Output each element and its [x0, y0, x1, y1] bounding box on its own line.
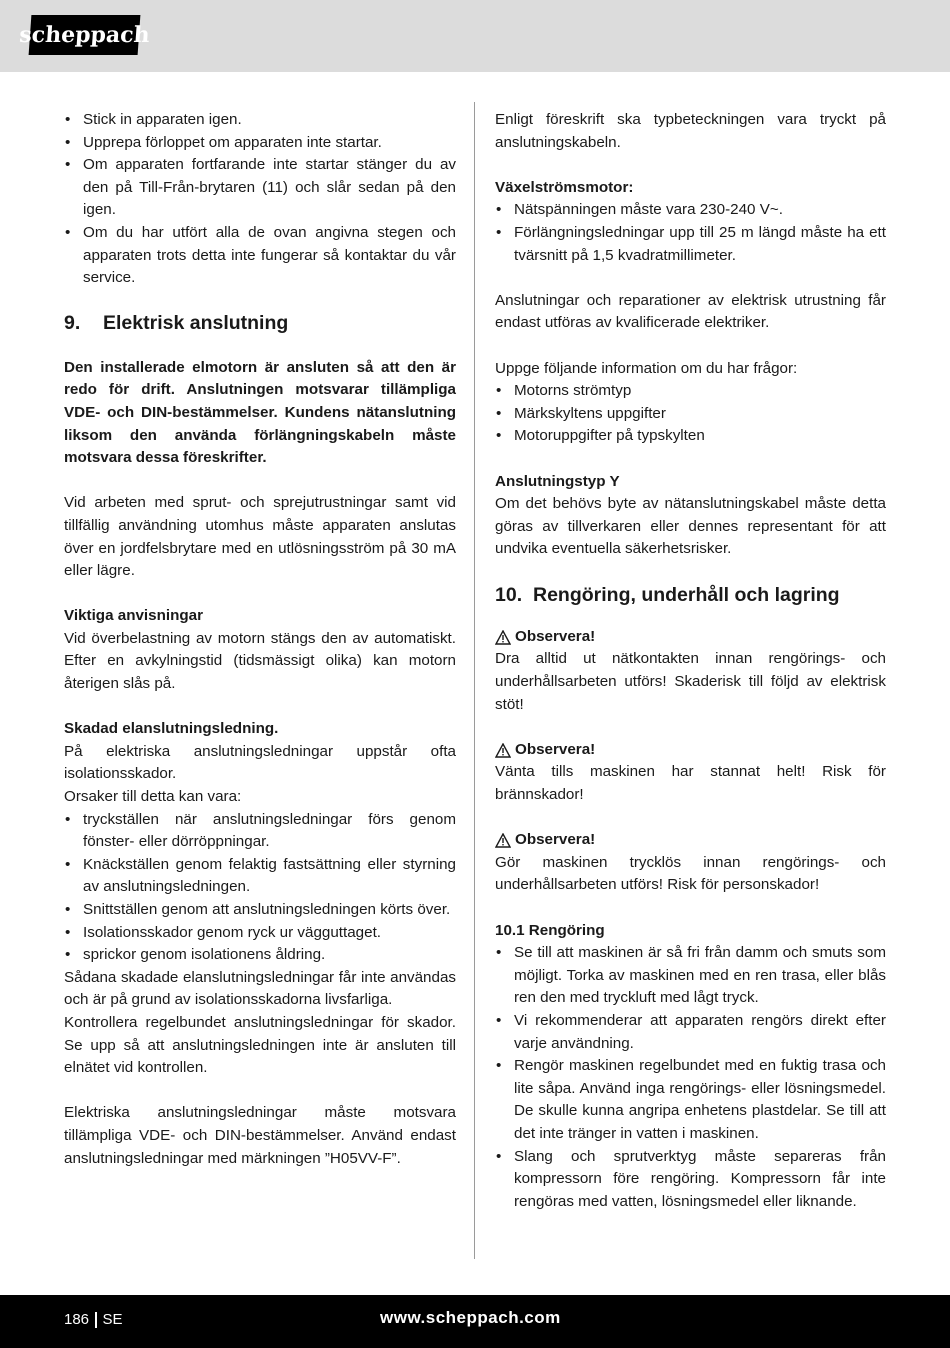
- warning-heading: [495, 829, 886, 852]
- restart-steps-list: [64, 109, 456, 290]
- list-item: • Märkskyltens uppgifter: [495, 403, 886, 426]
- list-item: • Se till att maskinen är så fri från damm och smuts som möjligt. Torka av maskinen med en ren trasa, eller blås ren den med tryckluft med lågt tryck.: [495, 942, 886, 1010]
- connection-title: Anslutningstyp Y: [495, 472, 620, 490]
- info-intro: Uppge följande information om du har frågor:: [495, 359, 798, 377]
- section-heading-9: [64, 311, 456, 335]
- electrician-paragraph: Anslutningar och reparationer av elektrisk utrustning får endast utföras av kvalificerade elektriker.: [495, 291, 886, 332]
- list-item: • Snittställen genom att anslutningsledningen körts över.: [64, 899, 456, 922]
- section-heading-10: [495, 583, 886, 607]
- connection-text: Om det behövs byte av nätanslutningskabel måste detta göras av tillverkaren eller dennes representant för att undvika eventuella säkerhetsrisker.: [495, 495, 886, 558]
- section-number: 10.: [495, 583, 523, 606]
- list-item: • Om apparaten fortfarande inte startar stänger du av den på Till-Från-brytaren (11) och slår sedan på den igen.: [64, 154, 456, 222]
- left-column: [64, 109, 456, 1170]
- section-title: Elektrisk anslutning: [103, 311, 289, 334]
- warning-label: Observera!: [515, 740, 596, 758]
- list-item: • Om du har utfört alla de ovan angivna stegen och apparaten trots detta inte fungerar så kontaktar du vår service.: [64, 222, 456, 290]
- spray-paragraph: Vid arbeten med sprut- och sprejutrustningar samt vid tillfällig användning utomhus måste apparaten anslutas över en jordfelsbrytare med en utlösningsström på 30 mA eller lägre.: [64, 494, 456, 580]
- warning-triangle-icon: [495, 833, 511, 848]
- cleaning-list: [495, 942, 886, 1213]
- page-header: [0, 0, 950, 72]
- damaged-followup: Sådana skadade elanslutningsledningar får inte användas och är på grund av isolationsskadorna livsfarliga.: [64, 968, 456, 1009]
- warning-label: Observera!: [515, 831, 596, 849]
- warning-heading: [495, 626, 886, 649]
- column-divider: [474, 102, 475, 1259]
- section-title: Rengöring, underhåll och lagring: [533, 583, 840, 606]
- ac-motor-list: [495, 199, 886, 267]
- scheppach-logo: scheppach: [29, 15, 141, 55]
- check-paragraph: Kontrollera regelbundet anslutningsledningar för skador. Se upp så att anslutningsledningen inte är ansluten till elnätet vid kontrollen.: [64, 1013, 456, 1077]
- important-title: Viktiga anvisningar: [64, 607, 203, 625]
- cables-paragraph: Elektriska anslutningsledningar måste motsvara tillämpliga VDE- och DIN-bestämmelser. Använd endast anslutningsledningar med märkningen ”H05VV-F”.: [64, 1104, 456, 1167]
- important-text: Vid överbelastning av motorn stängs den av automatiskt. Efter en avkylningstid (tidsmässigt olika) kan motorn återigen slås på.: [64, 629, 456, 693]
- warning-text: Gör maskinen trycklös innan rengörings- och underhållsarbeten utförs! Risk för personskador!: [495, 853, 886, 894]
- section-number: 9.: [64, 311, 81, 334]
- list-item: • Motorns strömtyp: [495, 380, 886, 403]
- warning-text: Dra alltid ut nätkontakten innan rengörings- och underhållsarbeten utförs! Skaderisk till följd av elektrisk stöt!: [495, 650, 886, 713]
- list-item: • Stick in apparaten igen.: [64, 109, 456, 132]
- warning-triangle-icon: [495, 630, 511, 645]
- list-item: • Rengör maskinen regelbundet med en fuktig trasa och lite såpa. Använd inga rengörings- eller lösningsmedel. De skulle kunna angripa enhetens plastdelar. Se till att det inte tränger in vatten i maskinen.: [495, 1055, 886, 1145]
- warning-text: Vänta tills maskinen har stannat helt! Risk för brännskador!: [495, 763, 886, 804]
- page-number: 186: [64, 1311, 90, 1328]
- list-item: • sprickor genom isolationens åldring.: [64, 944, 456, 967]
- warning-label: Observera!: [515, 627, 596, 645]
- damaged-text: På elektriska anslutningsledningar uppstår ofta isolationsskador.: [64, 742, 456, 783]
- damaged-title: Skadad elanslutningsledning.: [64, 720, 279, 738]
- right-column: [495, 109, 886, 1213]
- warning-heading: [495, 739, 886, 762]
- typelabel-paragraph: Enligt föreskrift ska typbeteckningen vara tryckt på anslutningskabeln.: [495, 111, 886, 151]
- warning-triangle-icon: [495, 743, 511, 758]
- list-item: • Förlängningsledningar upp till 25 m längd måste ha ett tvärsnitt på 1,5 kvadratmillimeter.: [495, 222, 886, 267]
- list-item: • Knäckställen genom felaktig fastsättning eller styrning av anslutningsledningen.: [64, 854, 456, 899]
- list-item: • Nätspänningen måste vara 230-240 V~.: [495, 199, 886, 222]
- intro-paragraph: Den installerade elmotorn är ansluten så att den är redo för drift. Anslutningen motsvarar tillämpliga VDE- och DIN-bestämmelser. Kundens nätanslutning liksom den använda förlängningskabeln måste motsvara dessa föreskrifter.: [64, 358, 456, 467]
- list-item: • Motoruppgifter på typskylten: [495, 425, 886, 448]
- list-item: • tryckställen när anslutningsledningar förs genom fönster- eller dörröppningar.: [64, 809, 456, 854]
- ac-motor-title: Växelströmsmotor:: [495, 178, 634, 196]
- page-footer: [0, 1295, 950, 1348]
- causes-intro: Orsaker till detta kan vara:: [64, 788, 242, 806]
- info-list: [495, 380, 886, 448]
- subsection-title: 10.1 Rengöring: [495, 921, 605, 939]
- list-item: • Vi rekommenderar att apparaten rengörs direkt efter varje användning.: [495, 1010, 886, 1055]
- list-item: • Upprepa förloppet om apparaten inte startar.: [64, 132, 456, 155]
- language-code: SE: [102, 1311, 123, 1328]
- list-item: • Slang och sprutverktyg måste separeras från kompressorn före rengöring. Kompressorn får inte rengöras med vatten, lösningsmedel eller liknande.: [495, 1146, 886, 1214]
- footer-separator: [95, 1312, 97, 1328]
- causes-list: [64, 809, 456, 967]
- page-number-block: [64, 1311, 123, 1328]
- website-url: www.scheppach.com: [380, 1308, 561, 1327]
- list-item: • Isolationsskador genom ryck ur vägguttaget.: [64, 922, 456, 945]
